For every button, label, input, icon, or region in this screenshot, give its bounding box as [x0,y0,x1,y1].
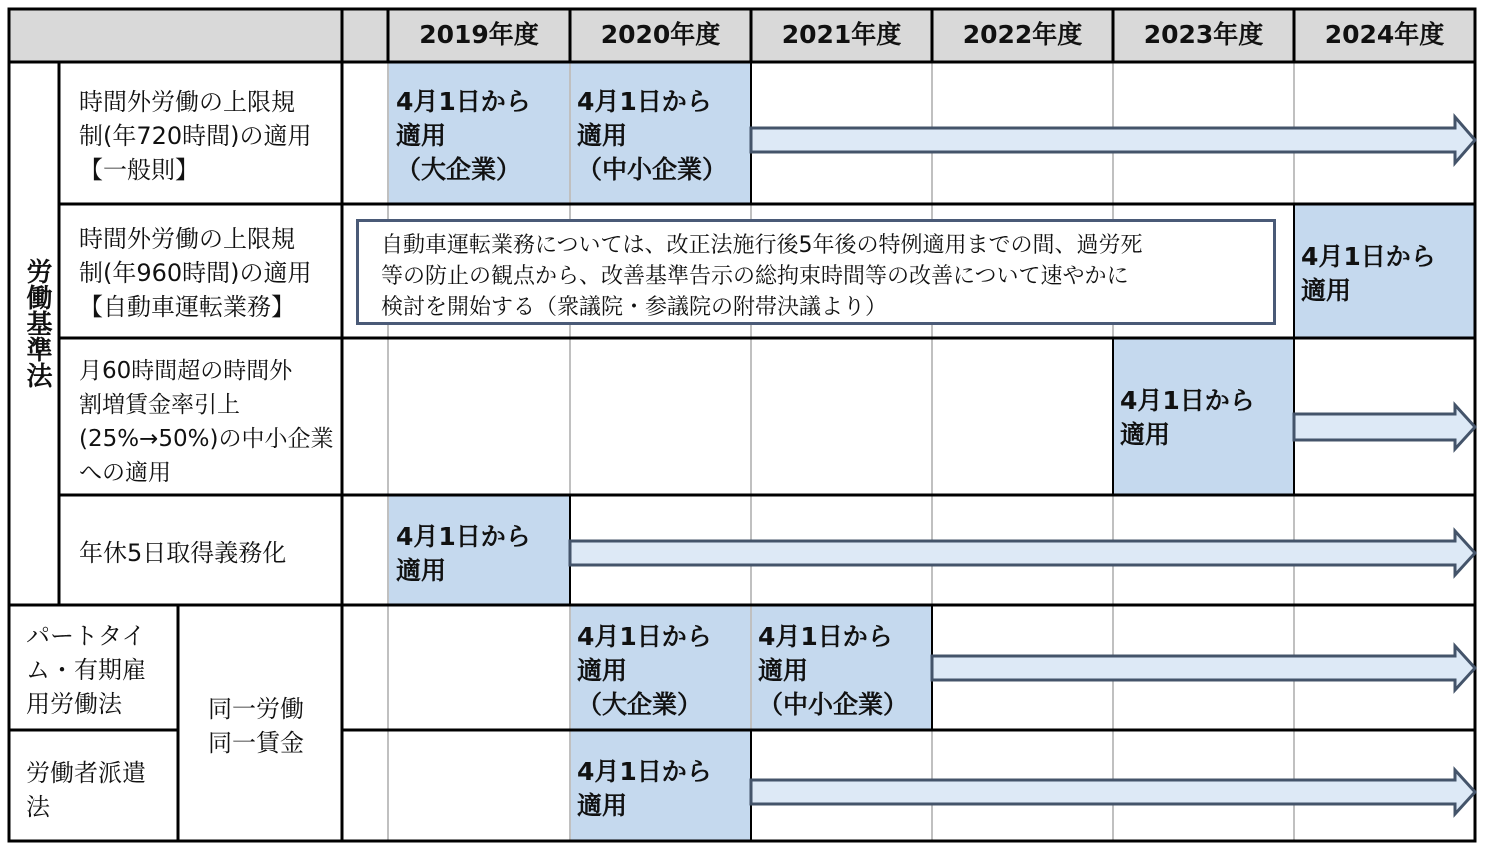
year-header-2024: 2024年度 [1324,20,1445,49]
cell-text-r1-2019: 4月1日から 適用 （大企業） [396,87,531,184]
row-label-overtime-general: 時間外労働の上限規 制(年720時間)の適用 【一般則】 [79,88,312,184]
cell-text-r3-2023: 4月1日から 適用 [1120,386,1255,449]
year-header-2020: 2020年度 [600,20,721,49]
supplementary-resolution-note [356,219,1276,325]
group-label-labor-standards: 労働基準法 [22,258,52,388]
cell-text-r4-2019: 4月1日から 適用 [396,522,531,585]
cell-text-r6-2020: 4月1日から 適用 [577,757,712,820]
row-label-parttime: パートタイ ム・有期雇 用労働法 [26,622,146,718]
row-label-overtime-driving: 時間外労働の上限規 制(年960時間)の適用 【自動車運転業務】 [79,225,312,321]
cell-text-r1-2020: 4月1日から 適用 （中小企業） [577,87,728,184]
note-text: 自動車運転業務については、改正法施行後5年後の特例適用までの間、過労死 等の防止の観点から、改善基準告示の総拘束時間等の改善について速やかに 検討を開始する（衆議院・参議院の附帯決議より） [381,233,1143,320]
arrow-r3 [1294,405,1475,449]
arrow-r4 [570,531,1475,575]
cell-text-r5-2020: 4月1日から 適用 （大企業） [577,622,712,719]
row-label-dispatch: 労働者派遣 法 [26,759,146,821]
arrow-r5 [932,646,1475,690]
year-header-2019: 2019年度 [419,20,539,49]
year-header-2023: 2023年度 [1143,20,1264,49]
cell-text-r2-2024: 4月1日から 適用 [1301,242,1436,305]
row-label-annual-leave: 年休5日取得義務化 [79,539,287,567]
group-label-equal-pay: 同一労働 同一賃金 [208,695,304,757]
year-header-2022: 2022年度 [962,20,1083,49]
cell-text-r5-2021: 4月1日から 適用 （中小企業） [758,622,909,719]
row-label-premium-rate: 月60時間超の時間外 割増賃金率引上 (25%→50%)の中小企業 への適用 [79,358,334,486]
year-header-2021: 2021年度 [781,20,902,49]
